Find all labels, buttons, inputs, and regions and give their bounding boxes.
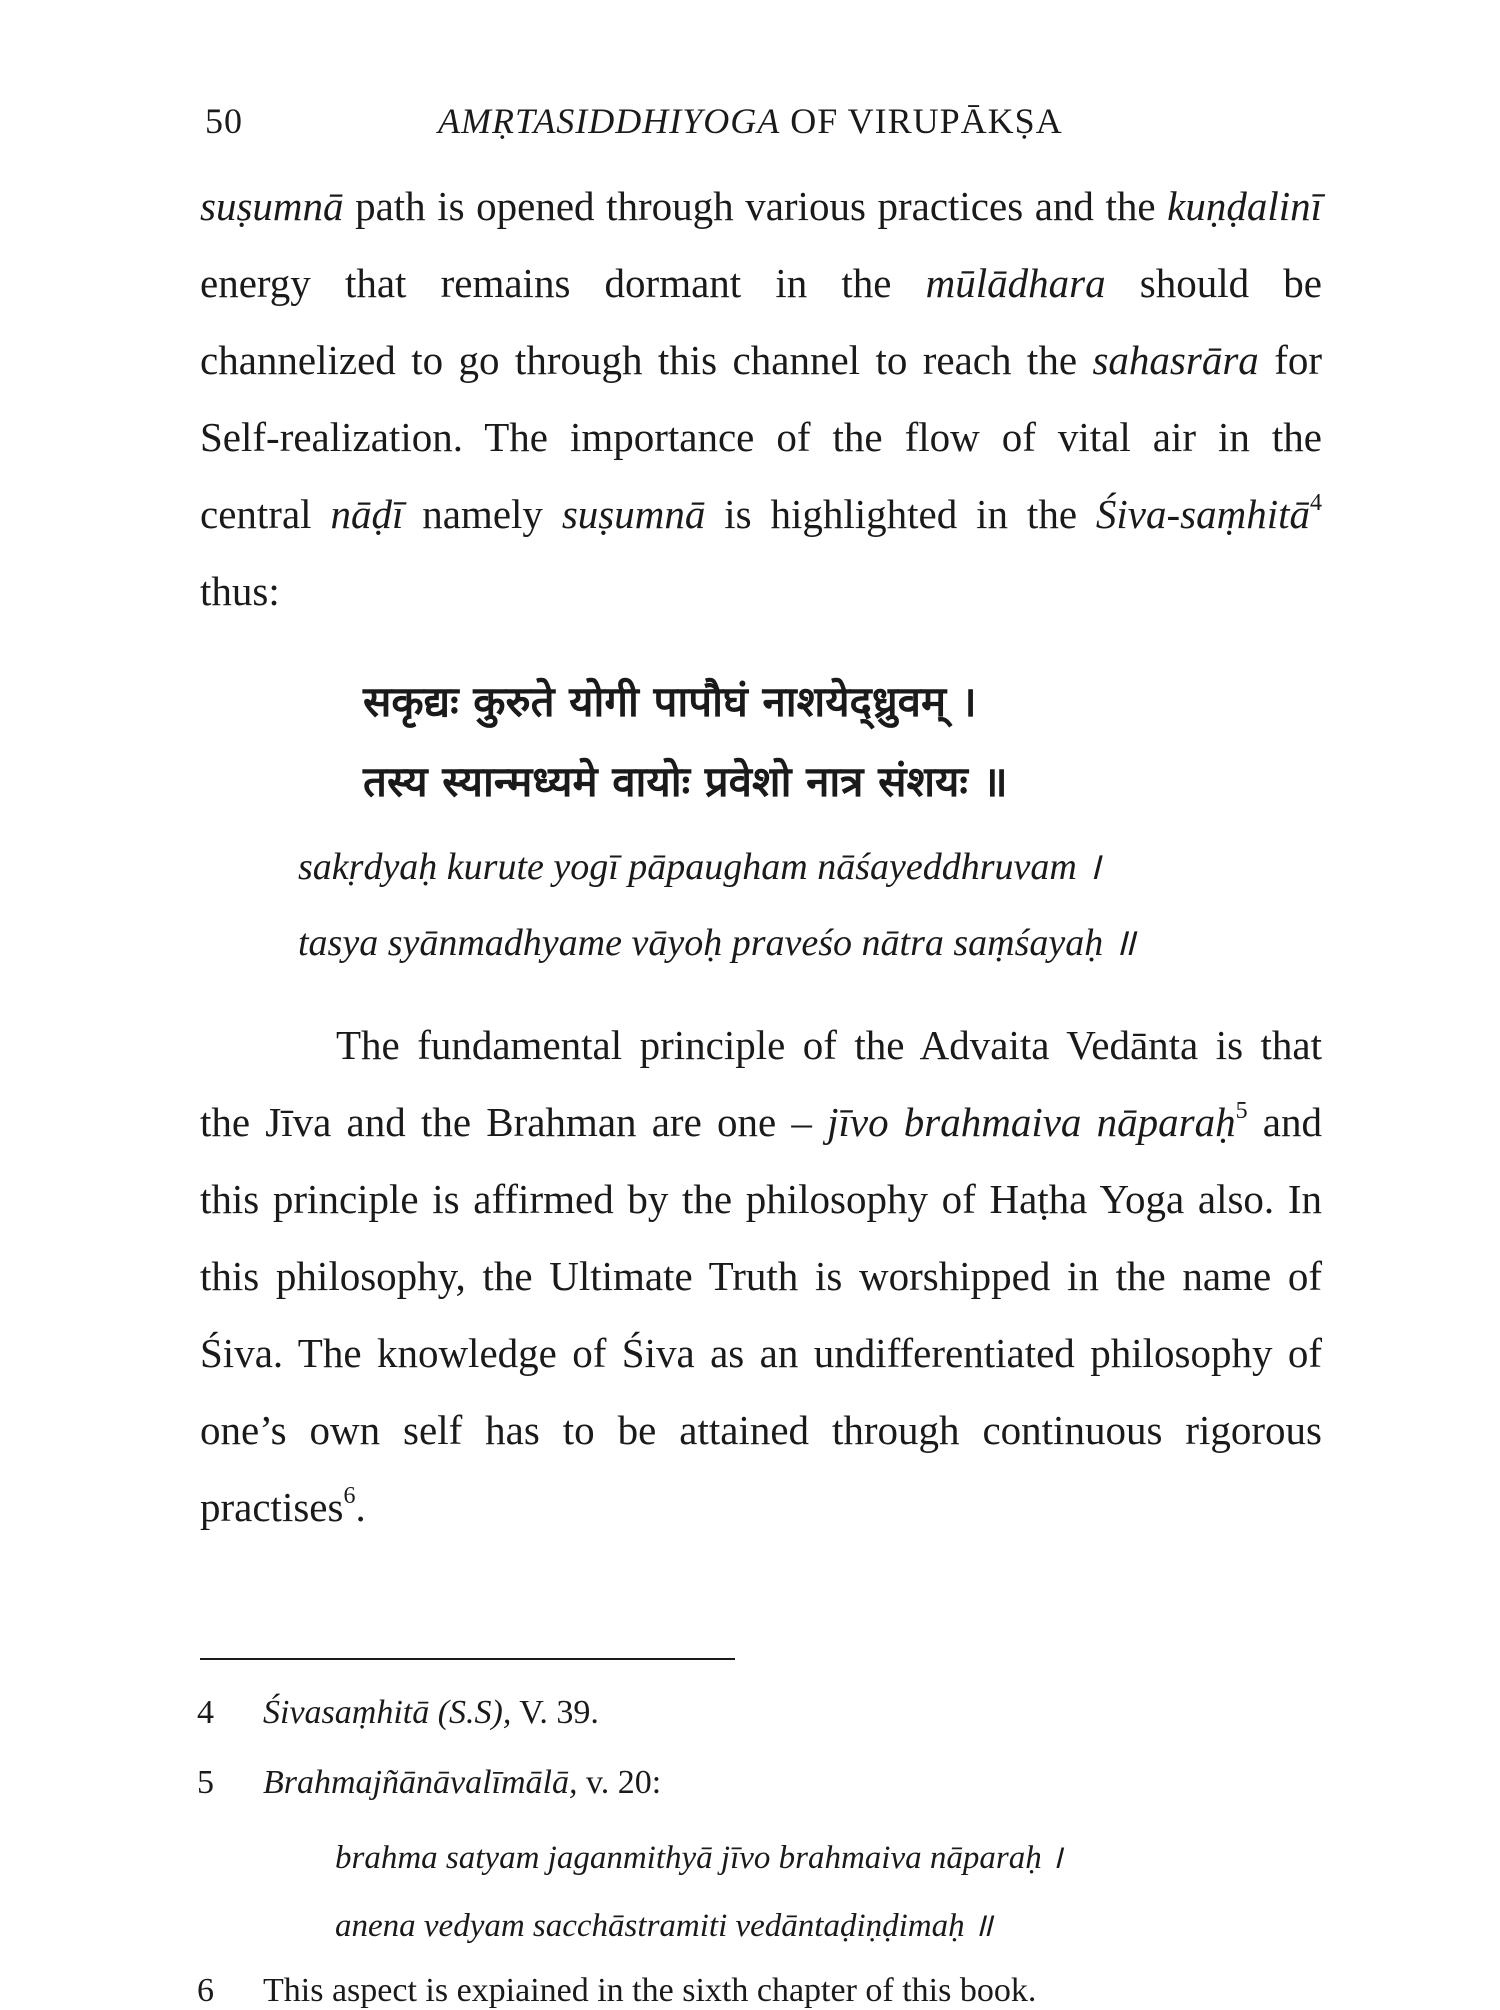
- text-run: thus:: [200, 568, 280, 614]
- footnote-5-verse-line-2: anena vedyam sacchāstramiti vedāntaḍiṇḍimaḥ ॥: [335, 1908, 993, 1944]
- running-title: [438, 100, 1063, 142]
- footnote-5: [197, 1764, 661, 1802]
- text-run: path is opened through various practices and the: [343, 183, 1168, 229]
- footnote-ref: 6: [343, 1483, 356, 1509]
- running-header: [205, 100, 1305, 150]
- footnote-title: Śivasaṃhitā (S.S),: [263, 1694, 512, 1731]
- term: mūlādhara: [925, 260, 1106, 306]
- footnote-number: 4: [197, 1694, 214, 1731]
- footnote-divider: [200, 1658, 735, 1660]
- sanskrit-verse-line-2: तस्य स्यान्मध्यमे वायोः प्रवेशो नात्र संशयः ॥: [363, 757, 1008, 806]
- term: Śiva-saṃhitā: [1095, 491, 1310, 537]
- footnote-ref: 4: [1310, 490, 1322, 516]
- text-run: The fundamental principle of the Advaita Vedānta is that the Jīva and the Brahman are one –: [200, 1022, 1322, 1145]
- sanskrit-verse-line-1: सकृद्यः कुरुते योगी पापौघं नाशयेद्ध्रुवम् ।: [363, 677, 977, 726]
- footnote-4: [197, 1694, 599, 1732]
- term: kuṇḍalinī: [1167, 183, 1322, 229]
- footnote-text: This aspect is expiained in the sixth chapter of this book.: [263, 1972, 1037, 2009]
- paragraph-1: [200, 168, 1322, 630]
- paragraph-2: [200, 1007, 1322, 1546]
- term: suṣumnā: [200, 183, 344, 229]
- text-run: should be channelized to go through this channel to reach the: [200, 260, 1322, 383]
- footnote-6: [197, 1972, 1036, 2010]
- text-run: .: [355, 1484, 366, 1530]
- running-title-italic: AMṚTASIDDHIYOGA: [438, 101, 781, 141]
- transliteration-line-1: sakṛdyaḥ kurute yogī pāpaugham nāśayeddhruvam ।: [298, 846, 1101, 888]
- term: suṣumnā: [561, 491, 706, 537]
- term: jīvo brahmaiva nāparaḥ: [827, 1099, 1236, 1145]
- transliteration-line-2: tasya syānmadhyame vāyoḥ praveśo nātra saṃśayaḥ ॥: [298, 922, 1136, 964]
- footnote-text: V. 39.: [511, 1694, 599, 1731]
- term: nāḍī: [330, 491, 404, 537]
- footnote-ref: 5: [1235, 1098, 1248, 1124]
- page-number: 50: [205, 101, 243, 141]
- text-run: and this principle is affirmed by the philosophy of Haṭha Yoga also. In this philosophy, the Ultimate Truth is worshipped in the name of Śiva. The knowledge of Śiva as an undifferentiated philosophy of one’s own self has to be attained through continuous rigorous practises: [200, 1099, 1322, 1530]
- term: sahasrāra: [1092, 337, 1259, 383]
- footnote-number: 5: [197, 1764, 214, 1801]
- text-run: namely: [403, 491, 562, 537]
- running-title-rest: OF VIRUPĀKṢA: [790, 101, 1063, 141]
- text-run: energy that remains dormant in the: [200, 260, 926, 306]
- text-run: is highlighted in the: [705, 491, 1096, 537]
- footnote-number: 6: [197, 1972, 214, 2009]
- footnote-title: Brahmajñānāvalīmālā,: [263, 1764, 578, 1801]
- text-run: for Self-realization. The importance of the flow of vital air in the central: [200, 337, 1323, 537]
- footnote-5-verse-line-1: brahma satyam jaganmithyā jīvo brahmaiva nāparaḥ ।: [335, 1840, 1063, 1876]
- footnote-text: v. 20:: [577, 1764, 662, 1801]
